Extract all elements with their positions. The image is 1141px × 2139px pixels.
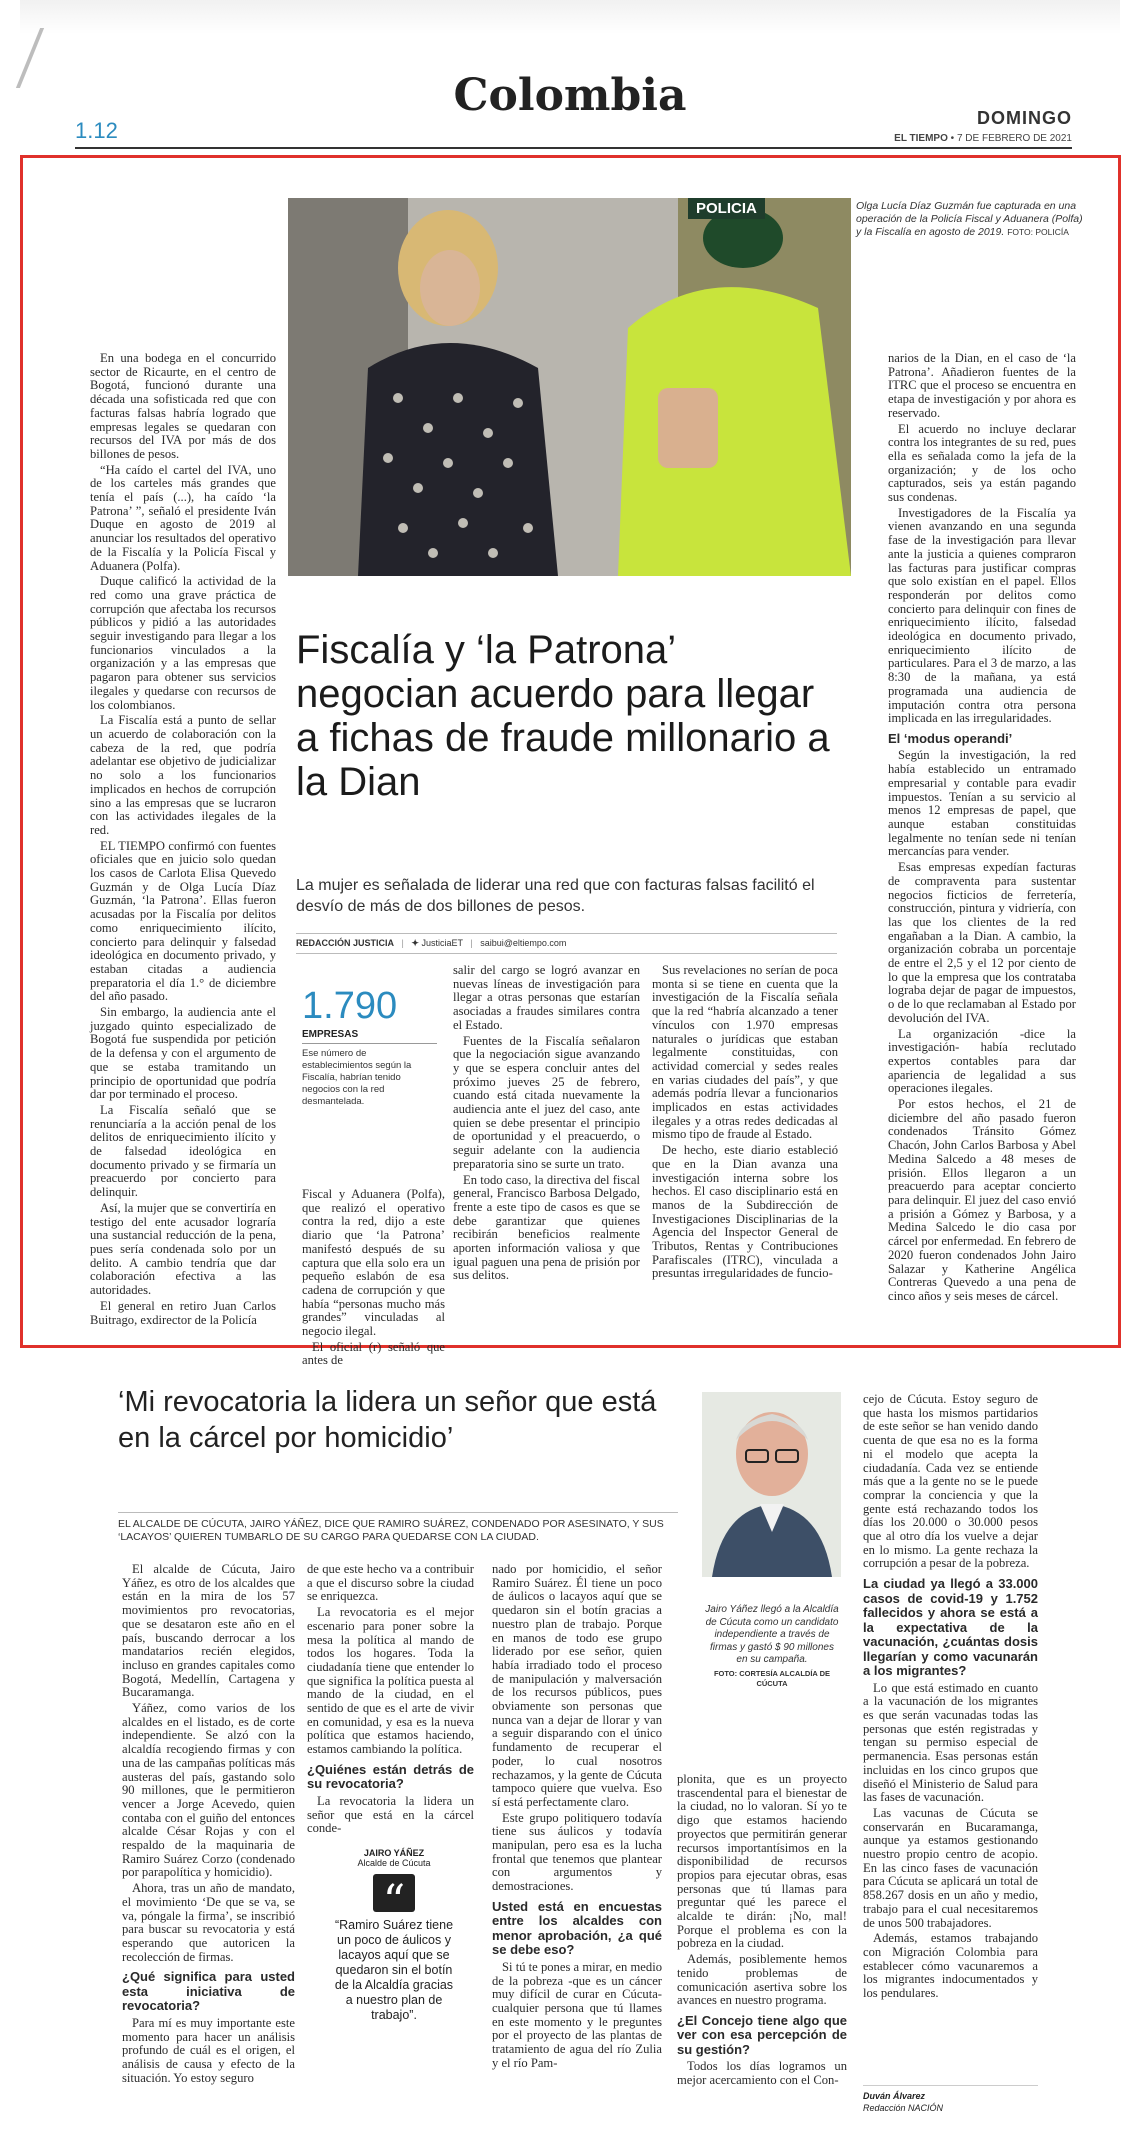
quote-role: Alcalde de Cúcuta — [357, 1858, 431, 1868]
second-col-5 — [863, 1393, 1038, 2003]
photo-caption-text: Olga Lucía Díaz Guzmán fue capturada en una operación de la Policía Fiscal y Aduanera (Polfa) y la Fiscalía en agosto de 2019. — [856, 200, 1083, 238]
main-headline: Fiscalía y ‘la Patrona’ negocian acuerdo para llegar a fichas de fraude millonario a la Dian — [296, 628, 830, 804]
paragraph: Además, posiblemente hemos tenido problemas de comunicación asertiva sobre los avances en nuestro programa. — [677, 1952, 847, 2008]
author-signature — [863, 2085, 1038, 2114]
second-col-1 — [122, 1563, 295, 2087]
byline-twitter[interactable]: JusticiaET — [421, 938, 463, 948]
paragraph: Fiscal y Aduanera (Polfa), que realizó el operativo contra la red, dijo a este diario que ‘la Patrona’ manifestó después de su captura que ella solo era un pequeño eslabón de esa cadena de corrupción y que había “personas mucho más grandes” vinculadas al negocio ilegal. — [302, 1187, 445, 1339]
paragraph: “Ha caído el cartel del IVA, uno de los carteles más grandes que tenía el país (...), ha caído ‘la Patrona’ ”, señaló el presidente Iván Duque en agosto de 2019 al anunciar los resultados del operativo de la Fiscalía y la Policía Fiscal y Aduanera (Polfa). — [90, 462, 276, 573]
portrait-caption — [705, 1604, 839, 1689]
header-rule — [75, 147, 1072, 149]
stat-description: Ese número de establecimientos según la Fiscalía, habrían tenido negocios con la red desmantelada. — [302, 1048, 412, 1107]
paragraph: Las vacunas de Cúcuta se conservarán en Bucaramanga, aunque ya estamos gestionando nuestro propio centro de acopio. En las cinco fases de vacunación para Cúcuta se aplicará un total de 858.267 dosis en un año y medio, trabajo para el cual necesitaremos de unos 500 trabajadores. — [863, 1805, 1038, 1930]
paragraph: La revocatoria es el mejor escenario para poner sobre la mesa la política al mando de todos los hogares. Toda la ciudadanía tiene que entender lo que significa la política puesta al mando de la ciudad, en el sentido de que es el arte de vivir en comunidad, y esa es la nueva política que estamos haciendo, estamos cambiando la política. — [307, 1605, 474, 1757]
paragraph: Para mí es muy importante este momento para hacer un análisis profundo de cuál es el origen, el análisis de causa y efecto de la situación. Yo estoy seguro — [122, 2015, 295, 2085]
section-title: Colombia — [453, 70, 687, 121]
paragraph: plonita, que es un proyecto trascendental para el bienestar de la ciudad, no lo valoran. Sí yo te digo que estamos haciendo proyectos que permitirán generar recursos importantísimos en la disponibilidad de recursos propios para ejecutar obras, esas personas que tú llamas para preguntar qué les parece el alcalde te dirán: ¡No, mal! Porque el problema es con la pobreza en la ciudad. — [677, 1772, 847, 1951]
second-deck: EL ALCALDE DE CÚCUTA, JAIRO YÁÑEZ, DICE QUE RAMIRO SUÁREZ, CONDENADO POR ASESINATO, Y SUS ‘LACAYOS’ QUIEREN TUMBARLO DE SU CARGO PARA QUEDARSE CON LA CIUDAD. — [118, 1512, 678, 1544]
stat-number: 1.790 — [302, 985, 398, 1027]
byline-bar: REDACCIÓN JUSTICIA | ✦ JusticiaET | saibui@eltiempo.com — [296, 933, 837, 954]
paper-name: EL TIEMPO — [894, 133, 948, 144]
paragraph: El general en retiro Juan Carlos Buitrago, exdirector de la Policía — [90, 1298, 276, 1327]
paragraph: de que este hecho va a contribuir a que el discurso sobre la ciudad se enriquezca. — [307, 1562, 474, 1604]
header-date — [880, 133, 1072, 144]
paragraph: Esas empresas expedían facturas de compraventa para sustentar negocios ficticios de ferretería, construcción, pintura y vidriería, con las que los clientes de la red engañaban a la Dian. A cambio, la organización cobraba un porcentaje de entre el 2,5 y el 12 por ciento de lo que la empresa que los contrataba lograba dejar de pagar de impuestos, o de lo que reclamaban al Estado por devolución del IVA. — [888, 860, 1076, 1025]
paragraph: Así, la mujer que se convertiría en testigo del ente acusador lograría una sustancial reducción de la pena, pues sería condenada solo por un delito. A cambio tendría que dar colaboración efectiva a las autoridades. — [90, 1200, 276, 1298]
paragraph: Lo que está estimado en cuanto a la vacunación de los migrantes es que serán vacunadas todas las personas que estén registradas y tengan su permiso especial de permanencia. Esas personas están incluidas en los cinco grupos que diseñó el Ministerio de Salud para las fases de vacunación. — [863, 1680, 1038, 1805]
second-col-4 — [677, 1773, 847, 2090]
main-col-1 — [90, 352, 276, 1329]
page-number — [75, 118, 118, 144]
paragraph: La Fiscalía señaló que se renunciaría a la acción penal de los delitos de enriquecimiento ilícito y de falsedad ideológica en documento privado y se firmaría un preacuerdo por concierto para delinquir. — [90, 1102, 276, 1200]
paragraph: La revocatoria la lidera un señor que está en la cárcel conde- — [307, 1793, 474, 1836]
question: Usted está en encuestas entre los alcaldes con menor aprobación, ¿a qué se debe eso? — [492, 1898, 662, 1958]
pull-quote — [330, 1848, 458, 2023]
quote-text: “Ramiro Suárez tiene un poco de áulicos y lacayos aquí que se quedaron sin el botín de la Alcaldía gracias a nuestro plan de trabajo”. — [334, 1918, 454, 2022]
question: ¿El Concejo tiene algo que ver con esa percepción de su gestión? — [677, 2012, 847, 2057]
main-col-4 — [652, 964, 838, 1283]
quote-mark-icon — [373, 1874, 415, 1927]
portrait-photo — [702, 1392, 841, 1577]
author-unit: Redacción NACIÓN — [863, 2103, 944, 2113]
paragraph: El acuerdo no incluye declarar contra los integrantes de su red, pues ella es señalada como la jefa de la organización; y de los ocho capturados, seis ya están pagando sus condenas. — [888, 421, 1076, 505]
question: La ciudad ya llegó a 33.000 casos de covid-19 y 1.752 fallecidos y ahora se está a la expectativa de la vacunación, ¿cuántas dosis llegarían y como vacunarán a los migrantes? — [863, 1576, 1038, 1679]
paragraph: Investigadores de la Fiscalía ya vienen avanzando en una segunda fase de la investigación para llevar ante la justicia a quienes compraron las facturas para justificar compras que solo existían en el papel. Ellos responderán por delitos como concierto para delinquir con fines de enriquecimiento ilícito, falsedad ideológica en documento privado, enriquecimiento ilícito de particulares. Para el 3 de marzo, a las 8:30 de la mañana, ya está programada una audiencia de imputación contra otra persona implicada en las irregularidades. — [888, 505, 1076, 726]
author-name: Duván Álvarez — [863, 2091, 926, 2101]
paragraph: En una bodega en el concurrido sector de Ricaurte, en el centro de Bogotá, funcionó durante una década una sofisticada red que con facturas falsas habría logrado que empresas legales se quedaran con recursos del IVA por más de dos billones de pesos. — [90, 351, 276, 461]
paragraph: Según la investigación, la red había establecido un entramado empresarial y contable para evadir impuestos. Tenían a su servicio al menos 12 empresas de papel, que aunque estaban constituidas legalmente no tenían sede ni tenían mercancías para vender. — [888, 748, 1076, 859]
page-number-text: 1.12 — [75, 118, 118, 143]
stat-box — [302, 985, 437, 1108]
paragraph: Por estos hechos, el 21 de diciembre del año pasado fueron condenados Tránsito Gómez Chacón, John Carlos Barbosa y Abel Medina Salcedo a 48 meses de prisión. Ellos llegaron a un preacuerdo para aceptar concierto para delinquir. El juez del caso envió a prisión a Gómez y Barbosa, y a Medina Salcedo le dio casa por cárcel por enfermedad. En febrero de 2020 fueron condenados John Jairo Salazar y Katherine Angélica Contreras Quevedo a una pena de cinco años y seis meses de cárcel. — [888, 1097, 1076, 1303]
paragraph: De hecho, este diario estableció que en la Dian avanza una investigación interna sobre los hechos. El caso disciplinario está en manos de la Subdirección de Investigaciones Disciplinarias de la Agencia del Inspector General de Tributos, Rentas y Contribuciones Parafiscales (ITRC), vinculada a presuntas irregularidades de funcio- — [652, 1143, 838, 1281]
photo-scene — [288, 198, 851, 576]
paragraph: EL TIEMPO confirmó con fuentes oficiales que en juicio solo quedan los casos de Carlota Elisa Quevedo Guzmán y de Olga Lucía Díaz Guzmán, ‘la Patrona’. Ellas fueron acusadas por la Fiscalía por delitos como enriquecimiento ilícito, concierto para delinquir y falsedad ideológica en documento privado, y estaban citadas a audiencia preparatoria el día 1.° de diciembre del año pasado. — [90, 838, 276, 1004]
twitter-icon: ✦ — [411, 938, 419, 948]
main-col-2 — [302, 1188, 445, 1370]
main-deck: La mujer es señalada de liderar una red que con facturas falsas facilitó el desvío de más de dos billones de pesos. — [296, 877, 815, 915]
byline-email[interactable]: saibui@eltiempo.com — [480, 938, 567, 948]
top-edge-shadow — [20, 0, 1120, 34]
question: ¿Qué significa para usted esta iniciativa de revocatoria? — [122, 1969, 295, 2014]
byline-author: REDACCIÓN JUSTICIA — [296, 938, 395, 948]
subheading: El ‘modus operandi’ — [888, 730, 1013, 746]
paragraph: El oficial (r) señaló que antes de — [302, 1339, 445, 1368]
quote-mark: “ — [382, 1876, 406, 1927]
main-photo — [288, 198, 851, 576]
main-col-3 — [453, 964, 640, 1285]
paragraph: La organización -dice la investigación- había reclutado expertos contables para dar apariencia de legalidad a sus operaciones ilegales. — [888, 1026, 1076, 1096]
paragraph: nado por homicidio, el señor Ramiro Suárez. Él tiene un poco de áulicos o lacayos aquí que se quedaron sin el botín gracias a nuestro plan de trabajo. Porque en manos de todo ese grupo liderado por ese señor, quien había irradiado todo el proceso de manipulación y malversación de los recursos públicos, pues obviamente son personas que nunca van a dejar de llorar y van a seguir disparando con el único fundamento de recuperar el poder, lo cual nosotros rechazamos, y la gente de Cúcuta tampoco quiere que vuelva. Eso sí está perfectamente claro. — [492, 1562, 662, 1809]
portrait-credit: FOTO: CORTESÍA ALCALDÍA DE CÚCUTA — [713, 1668, 831, 1688]
second-headline: ‘Mi revocatoria la lidera un señor que está en la cárcel por homicidio’ — [118, 1386, 657, 1454]
paragraph: Además, estamos trabajando con Migración Colombia para establecer cómo vacunaremos a los migrantes indocumentados y los pendulares. — [863, 1931, 1038, 2001]
paragraph: La Fiscalía está a punto de sellar un acuerdo de colaboración con la cabeza de la red, que podría adelantar ese objetivo de judicializar no solo a los funcionarios implicados en hechos de corrupción sino a las empresas que se lucraron con las actividades ilegales de la red. — [90, 713, 276, 837]
second-col-3 — [492, 1563, 662, 2073]
paragraph: salir del cargo se logró avanzar en nuevas líneas de investigación para llegar a otras personas que estarían asociadas a fraudes similares contra el Estado. — [453, 963, 640, 1032]
paragraph: Ahora, tras un año de mandato, el movimiento ‘De que se va, se va, póngale la firma’, se inscribió para buscar su revocatoria y está esperando que autoricen la recolección de firmas. — [122, 1881, 295, 1964]
portrait-figure — [702, 1392, 841, 1577]
vest-label: POLICIA — [688, 198, 765, 219]
stat-label: EMPRESAS — [302, 1027, 437, 1044]
header-day: DOMINGO — [977, 108, 1072, 128]
quote-name: JAIRO YÁÑEZ — [363, 1848, 425, 1858]
paragraph: Si tú te pones a mirar, en medio de la pobreza -que es un cáncer muy difícil de curar en Cúcuta- cualquier persona que tú llames en este momento y le preguntes por el proyecto de las plantas de tratamiento de agua del río Zulia y el río Pam- — [492, 1959, 662, 2070]
second-col-2 — [307, 1563, 474, 1838]
paragraph: El alcalde de Cúcuta, Jairo Yáñez, es otro de los alcaldes que están en la mira de los 57 movimientos pro revocatorias, que se desataron este año en el país, buscando derrocar a los mandatarios recién elegidos, incluso en grandes capitales como Bogotá, Medellín, Cartagena y Bucaramanga. — [122, 1562, 295, 1700]
photo-caption — [856, 200, 1086, 239]
question: ¿Quiénes están detrás de su revocatoria? — [307, 1761, 474, 1792]
main-col-5 — [888, 352, 1076, 1306]
paragraph: Este grupo politiquero todavía tiene sus áulicos y todavía manipulan, pero esa es la lucha frontal que tenemos que plantear con argumentos y demostraciones. — [492, 1810, 662, 1894]
paragraph: En todo caso, la directiva del fiscal general, Francisco Barbosa Delgado, frente a este tipo de casos es que se debe garantizar que quienes recibirán beneficios realmente aporten información valiosa y que igual paguen una pena de prisión por sus delitos. — [453, 1172, 640, 1283]
paragraph: Sus revelaciones no serían de poca monta si se tiene en cuenta que la investigación de la Fiscalía señala que la red “habría alcanzado a tener vínculos con 1.970 empresas naturales o jurídicas que estaban legalmente constituidas, con actividad comercial y sedes reales en varias ciudades del país”, y que además podría llevar a funcionarios implicados en estas actividades ilegales y a otras redes dedicadas al mismo tipo de fraude al Estado. — [652, 963, 838, 1142]
paragraph: narios de la Dian, en el caso de ‘la Patrona’. Añadieron fuentes de la ITRC que el proceso se encuentra en etapa de investigación y por ahora es reservado. — [888, 351, 1076, 420]
paragraph: Yáñez, como varios de los alcaldes en el listado, es de corte independiente. Se alzó con la alcaldía recogiendo firmas y con una de las campañas políticas más austeras del país, gastando solo 90 millones, que le permitieron vencer a Jorge Acevedo, quien contaba con el guiño del entonces alcalde César Rojas y con el respaldo de la maquinaria de Ramiro Suárez Corzo (condenado por parapolítica y homicidio). — [122, 1701, 295, 1880]
paragraph: Todos los días logramos un mejor acercamiento con el Con- — [677, 2059, 847, 2088]
fold-line — [16, 28, 44, 88]
portrait-caption-text: Jairo Yáñez llegó a la Alcaldía de Cúcuta como un candidato independiente a través de firmas y gastó $ 90 millones en su campaña. — [705, 1604, 839, 1665]
paragraph: Fuentes de la Fiscalía señalaron que la negociación sigue avanzando y que se espera concluir antes del próximo jueves 25 de febrero, cuando está citada nuevamente la audiencia ante el juez del caso, ante quien se debe presentar el principio de oportunidad y el preacuerdo, o seguir adelante con la audiencia preparatoria sino se surte un trato. — [453, 1033, 640, 1171]
photo-credit: FOTO: POLICÍA — [1007, 227, 1069, 237]
paragraph: Sin embargo, la audiencia ante el juzgado quinto especializado de Bogotá fue suspendida por petición de la defensa y con el argumento de que se estaba tramitando un principio de oportunidad que podría dar por terminado el proceso. — [90, 1005, 276, 1102]
paragraph: cejo de Cúcuta. Estoy seguro de que hasta los mismos partidarios de este señor se han venido dando cuenta de que esa no es la forma ni el modelo que acepta la ciudadanía. Cada vez se entiende más que a la gente no se le puede comprar la conciencia y que la gente está rechazando todos los días los 20.000 o 30.000 pesos que al otro día los vuelve a dejar en lo mismo. La gente rechaza la corrupción a pesar de la pobreza. — [863, 1392, 1038, 1571]
date-text: • 7 DE FEBRERO DE 2021 — [950, 133, 1072, 144]
paragraph: Duque calificó la actividad de la red como una grave práctica de corrupción que afectaba los recursos públicos y pidió a las autoridades seguir investigando para llegar a los funcionarios vinculados a la organización y a las empresas que pagaron para obtener sus servicios ilegales y quedarse con recursos de los colombianos. — [90, 574, 276, 712]
